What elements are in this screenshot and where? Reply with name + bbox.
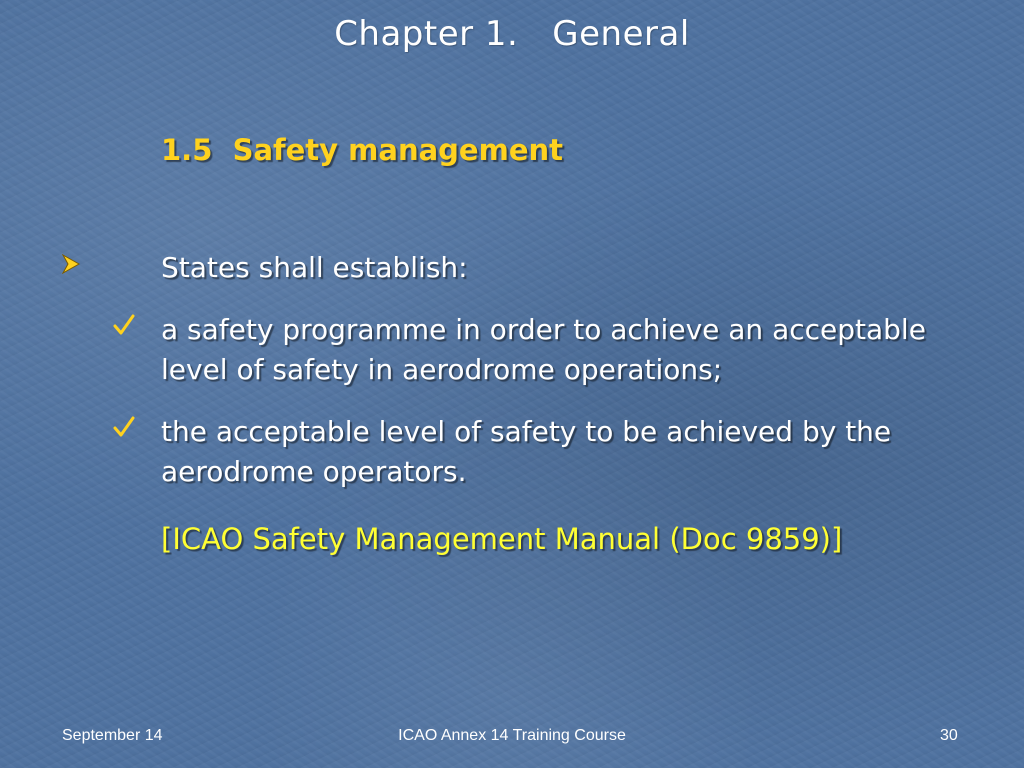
check-icon [113,314,135,336]
bullet-text: States shall establish: [161,251,468,284]
footer-date: September 14 [62,727,163,744]
slide-title: Chapter 1. General [334,14,690,54]
page-number: 30 [940,727,958,744]
sub-bullet [0,310,1024,390]
sub-bullet [0,412,1024,492]
reference-citation: [ICAO Safety Management Manual (Doc 9859)] [161,522,843,556]
sub-bullet-text: a safety programme in order to achieve an acceptable level of safety in aerodrome operations; [161,313,926,386]
check-icon [113,416,135,438]
section-heading: 1.5 Safety management [161,133,563,167]
bullet-main [0,248,1024,288]
footer-course: ICAO Annex 14 Training Course [398,727,626,744]
arrow-bullet-icon [62,254,80,274]
sub-bullet-text: the acceptable level of safety to be achieved by the aerodrome operators. [161,415,892,488]
